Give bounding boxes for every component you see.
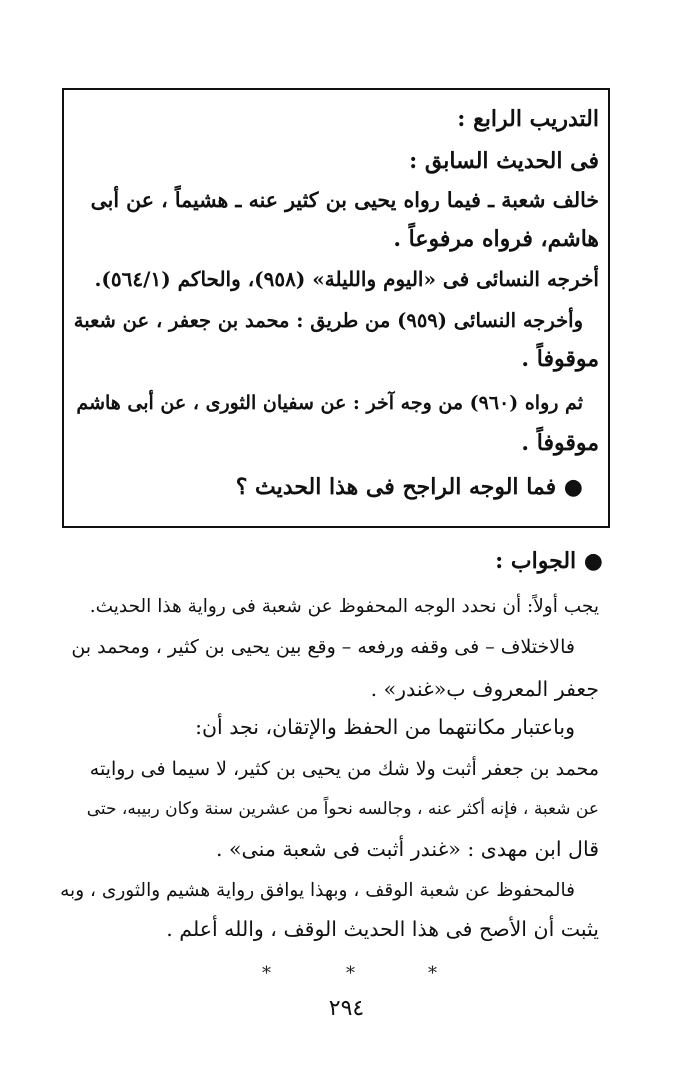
exercise-question: ● فما الوجه الراجح فى هذا الحديث ؟ xyxy=(235,474,583,500)
separator-star: * xyxy=(262,963,271,984)
page-number: ٢٩٤ xyxy=(328,996,365,1021)
section-separator xyxy=(0,962,693,986)
answer-heading: ● الجواب : xyxy=(495,548,603,574)
answer-line: فالاختلاف – فى وقفه ورفعه – وقع بين يحيى بن كثير ، ومحمد بن xyxy=(71,636,575,658)
exercise-line: وأخرجه النسائى (٩٥٩) من طريق : محمد بن جعفر ، عن شعبة xyxy=(73,309,583,332)
exercise-line: خالف شعبة ـ فيما رواه يحيى بن كثير عنه ـ هشيماً ، عن أبى xyxy=(90,188,599,212)
answer-line: قال ابن مهدى : «غندر أثبت فى شعبة منى» . xyxy=(215,837,599,861)
answer-line: وباعتبار مكانتهما من الحفظ والإتقان، نجد أن: xyxy=(195,715,575,739)
exercise-line: ثم رواه (٩٦٠) من وجه آخر : عن سفيان الثورى ، عن أبى هاشم xyxy=(76,392,583,414)
answer-line: محمد بن جعفر أثبت ولا شك من يحيى بن كثير، لا سيما فى روايته xyxy=(89,758,599,780)
answer-line: يثبت أن الأصح فى هذا الحديث الوقف ، والله أعلم . xyxy=(166,917,599,941)
answer-line: جعفر المعروف ب«غندر» . xyxy=(370,677,599,701)
exercise-title: التدريب الرابع : xyxy=(457,106,599,132)
exercise-line: فى الحديث السابق : xyxy=(409,148,599,174)
answer-line: عن شعبة ، فإنه أكثر عنه ، وجالسه نحواً من عشرين سنة وكان ربيبه، حتى xyxy=(86,799,599,819)
exercise-line: هاشم، فرواه مرفوعاً . xyxy=(393,226,599,252)
separator-star: * xyxy=(346,963,355,984)
answer-line: يجب أولاً: أن نحدد الوجه المحفوظ عن شعبة فى رواية هذا الحديث. xyxy=(89,596,599,617)
answer-line: فالمحفوظ عن شعبة الوقف ، وبهذا يوافق رواية هشيم والثورى ، وبه xyxy=(60,880,575,901)
exercise-line: موقوفاً . xyxy=(521,346,599,372)
exercise-line: أخرجه النسائى فى «اليوم والليلة» (٩٥٨)، والحاكم (٥٦٤/١). xyxy=(94,267,599,291)
exercise-line: موقوفاً . xyxy=(521,430,599,456)
separator-star: * xyxy=(428,963,437,984)
